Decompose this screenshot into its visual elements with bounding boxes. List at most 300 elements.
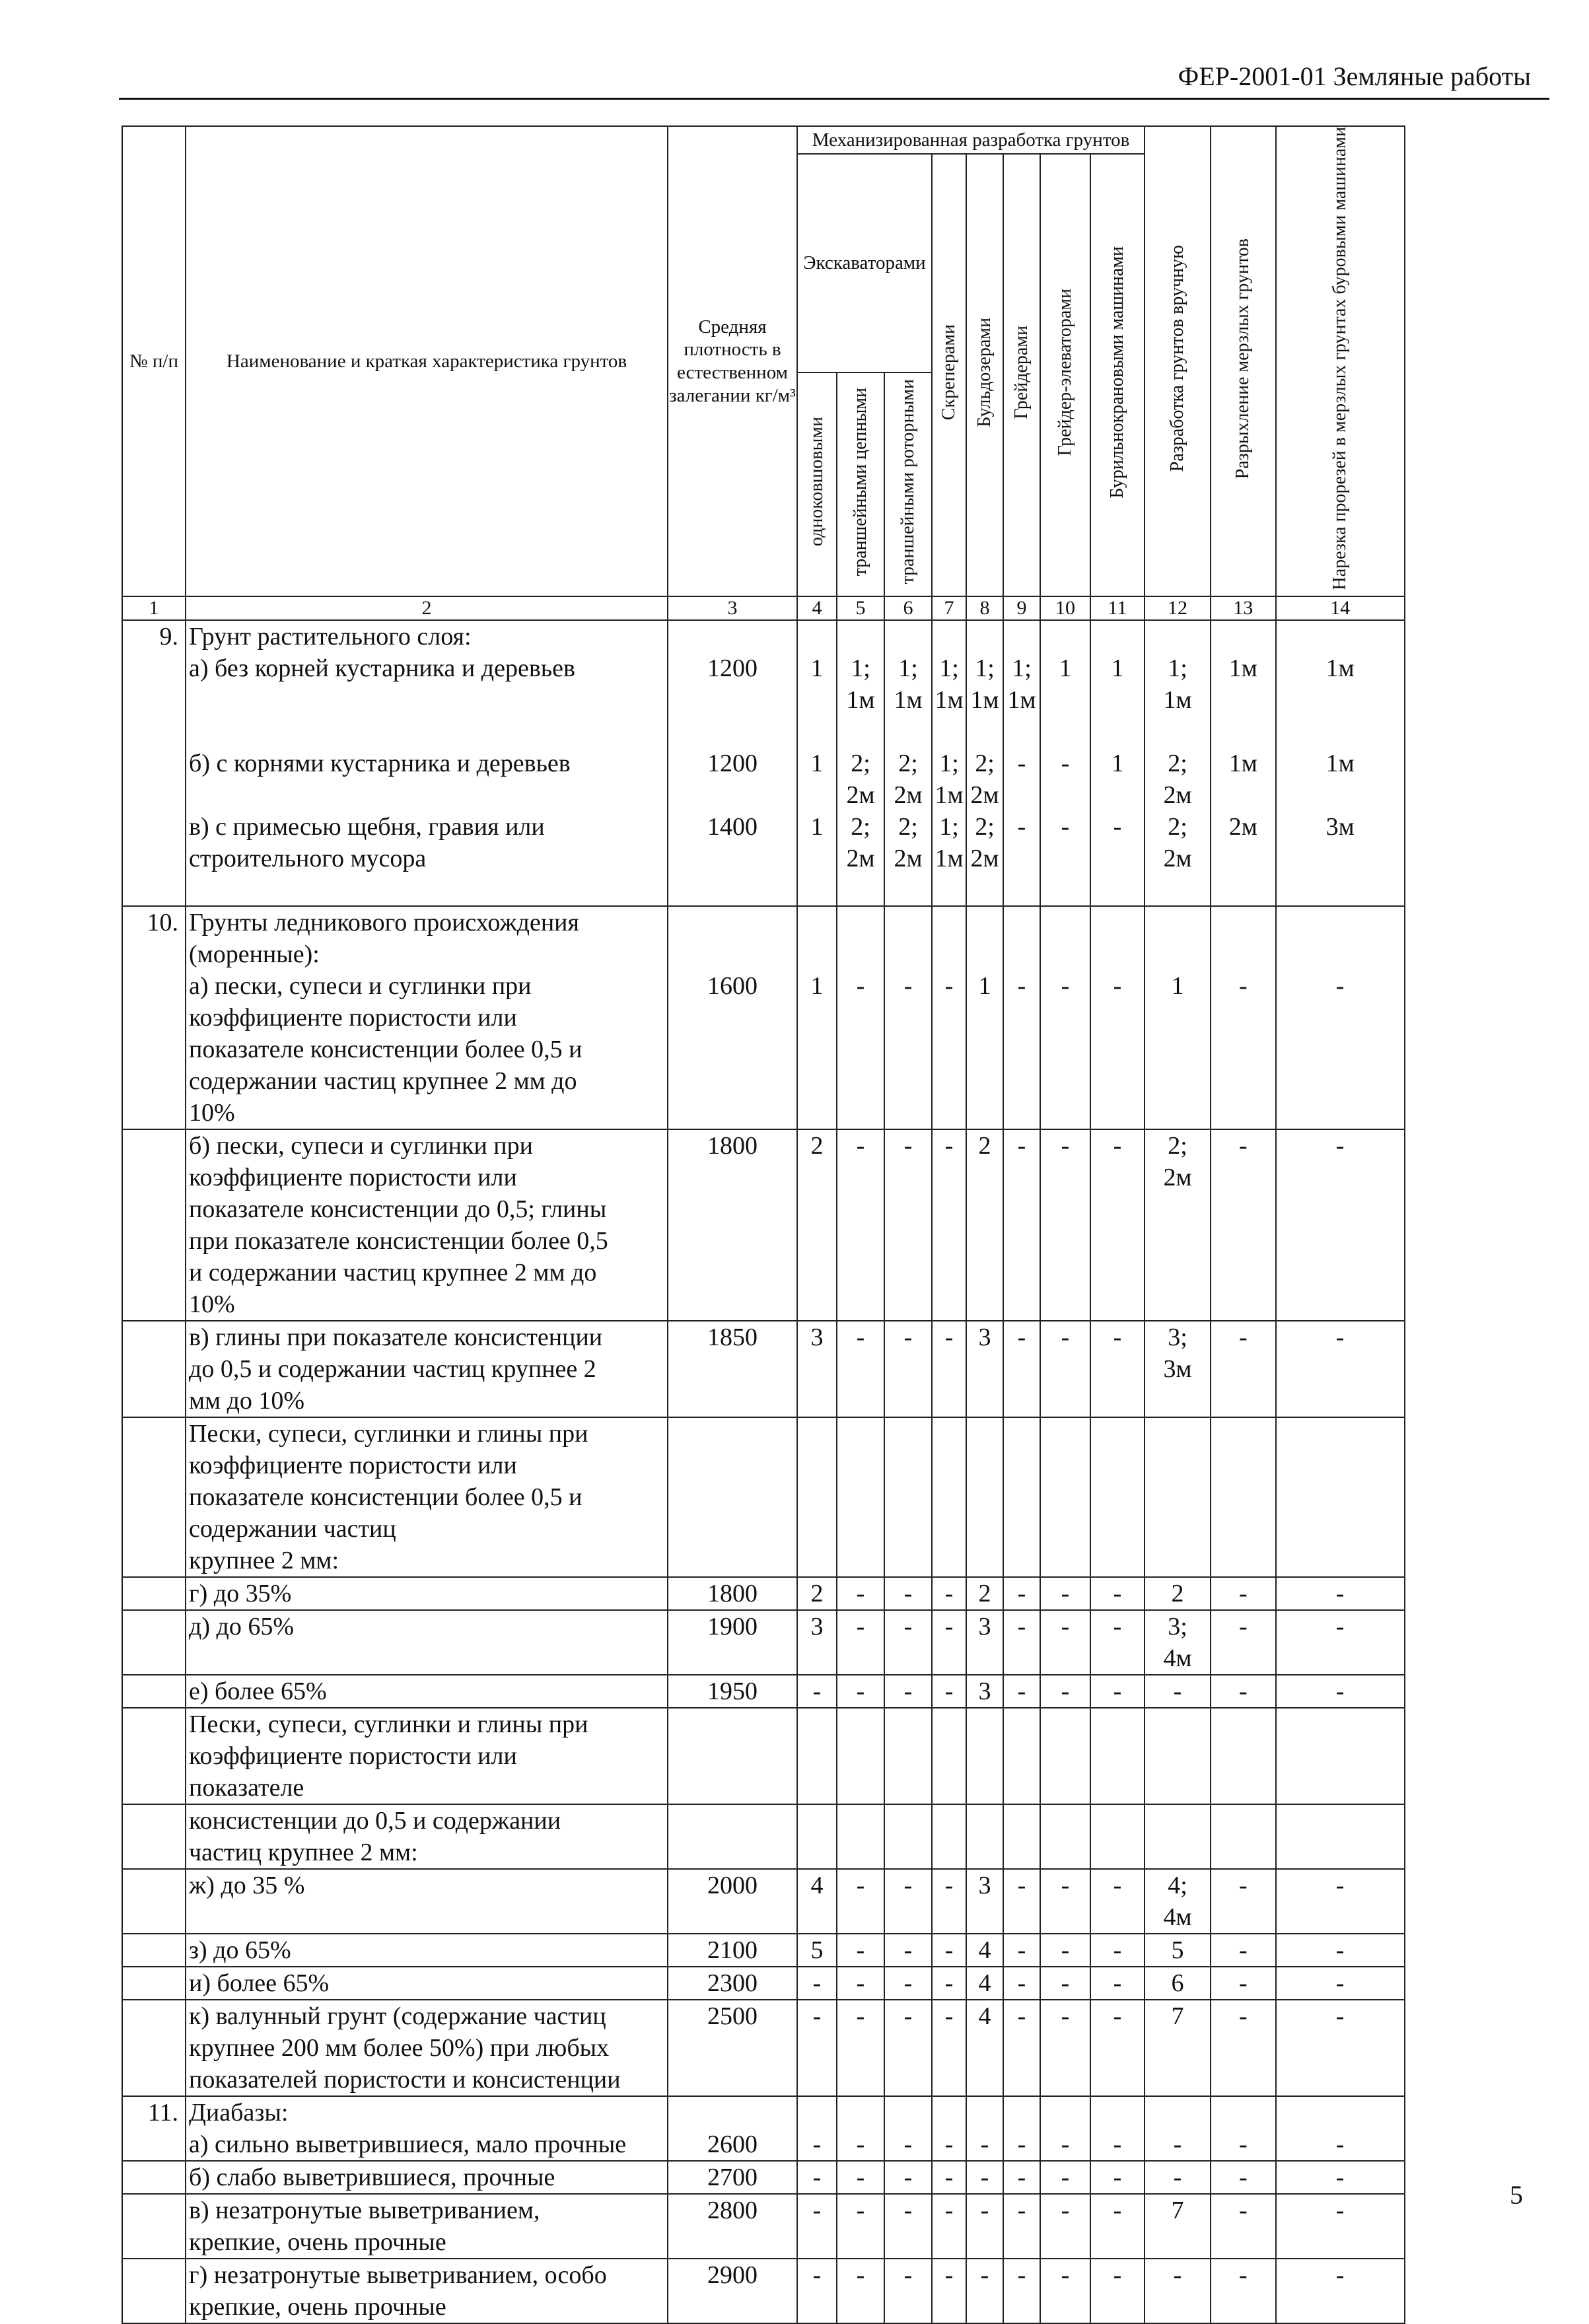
col-11-label: Бурильнокрановыми машинами <box>1106 246 1127 499</box>
table-row <box>122 2226 1405 2259</box>
value-cell: - <box>1145 2161 1211 2194</box>
value-cell <box>1090 2064 1145 2096</box>
value-cell: - <box>1040 2194 1090 2226</box>
soil-description: к) валунный грунт (содержание частиц <box>186 2000 668 2032</box>
col-12-label: Разработка грунтов вручную <box>1166 245 1187 472</box>
value-cell: - <box>1090 811 1145 843</box>
value-cell <box>797 716 837 748</box>
value-cell: 1 <box>797 748 837 779</box>
value-cell: - <box>1276 2129 1405 2161</box>
value-cell: - <box>1003 1934 1040 1967</box>
value-cell <box>797 1065 837 1097</box>
table-row <box>122 1193 1405 1225</box>
value-cell <box>1211 1837 1276 1869</box>
value-cell <box>1276 1513 1405 1545</box>
value-cell <box>1276 2032 1405 2064</box>
row-number <box>122 1772 186 1804</box>
value-cell <box>1276 1097 1405 1129</box>
value-cell <box>1003 1097 1040 1129</box>
value-cell: - <box>837 2161 884 2194</box>
table-row <box>122 2194 1405 2226</box>
value-cell: - <box>884 1967 932 2000</box>
soil-description: при показателе консистенции более 0,5 <box>186 1225 668 1257</box>
value-cell <box>884 1034 932 1065</box>
row-number <box>122 2194 186 2226</box>
row-number <box>122 2226 186 2259</box>
value-cell <box>966 1740 1003 1772</box>
value-cell <box>1040 1225 1090 1257</box>
row-number <box>122 1577 186 1610</box>
table-row <box>122 1002 1405 1034</box>
value-cell: - <box>1211 1967 1276 2000</box>
soil-description: Грунт растительного слоя: <box>186 620 668 652</box>
value-cell <box>1276 1708 1405 1740</box>
value-cell <box>1276 1740 1405 1772</box>
value-cell: - <box>1276 970 1405 1002</box>
value-cell <box>884 1450 932 1481</box>
value-cell <box>837 1288 884 1321</box>
density-cell <box>668 1545 797 1577</box>
value-cell <box>1211 620 1276 652</box>
table-row <box>122 1869 1405 1901</box>
value-cell <box>1276 2064 1405 2096</box>
value-cell: 2 <box>1145 1577 1211 1610</box>
value-cell <box>1040 1545 1090 1577</box>
value-cell: 2м <box>1145 843 1211 874</box>
value-cell <box>1211 1740 1276 1772</box>
row-number <box>122 2129 186 2161</box>
value-cell <box>966 1193 1003 1225</box>
value-cell <box>1003 2032 1040 2064</box>
table-row <box>122 1129 1405 1162</box>
value-cell: - <box>932 1967 966 2000</box>
value-cell: 4; <box>1145 1869 1211 1901</box>
value-cell <box>1276 779 1405 811</box>
value-cell <box>884 1288 932 1321</box>
value-cell <box>1003 1193 1040 1225</box>
row-number <box>122 1934 186 1967</box>
soil-description <box>186 716 668 748</box>
value-cell <box>837 1837 884 1869</box>
density-cell <box>668 1065 797 1097</box>
table-row <box>122 811 1405 843</box>
value-cell: 1м <box>837 684 884 716</box>
value-cell <box>1040 1708 1090 1740</box>
row-number <box>122 2259 186 2291</box>
value-cell <box>884 1708 932 1740</box>
column-number: 4 <box>797 596 837 620</box>
column-number: 7 <box>932 596 966 620</box>
value-cell: - <box>797 2259 837 2291</box>
value-cell: - <box>1145 1675 1211 1708</box>
value-cell: 2м <box>837 779 884 811</box>
table-row <box>122 1967 1405 2000</box>
value-cell: - <box>1003 811 1040 843</box>
soil-description: Диабазы: <box>186 2096 668 2129</box>
value-cell: - <box>1003 2161 1040 2194</box>
value-cell <box>1145 1288 1211 1321</box>
value-cell <box>966 874 1003 906</box>
value-cell: 1м <box>1003 684 1040 716</box>
col-4-label: одноковшовыми <box>806 417 827 547</box>
value-cell <box>932 1225 966 1257</box>
value-cell <box>1003 1002 1040 1034</box>
value-cell <box>966 1901 1003 1934</box>
soil-description: крупнее 2 мм: <box>186 1545 668 1577</box>
value-cell <box>1090 1065 1145 1097</box>
row-number <box>122 1837 186 1869</box>
value-cell: - <box>797 2194 837 2226</box>
value-cell: - <box>797 2161 837 2194</box>
value-cell <box>797 1642 837 1675</box>
value-cell <box>1145 1545 1211 1577</box>
value-cell <box>1211 1162 1276 1193</box>
value-cell <box>1145 2064 1211 2096</box>
value-cell <box>1090 1740 1145 1772</box>
column-number: 11 <box>1090 596 1145 620</box>
value-cell: - <box>1090 1869 1145 1901</box>
value-cell <box>837 1162 884 1193</box>
value-cell: - <box>1145 2129 1211 2161</box>
value-cell <box>932 1804 966 1837</box>
value-cell <box>932 1837 966 1869</box>
value-cell <box>797 1162 837 1193</box>
soil-classification-table <box>122 125 1405 2324</box>
value-cell <box>1145 2032 1211 2064</box>
value-cell <box>884 906 932 938</box>
value-cell <box>884 938 932 970</box>
value-cell <box>1003 1481 1040 1513</box>
value-cell <box>837 1034 884 1065</box>
value-cell <box>884 1065 932 1097</box>
value-cell <box>884 1740 932 1772</box>
value-cell <box>884 1545 932 1577</box>
value-cell: 2; <box>884 811 932 843</box>
value-cell <box>837 1353 884 1385</box>
value-cell <box>1090 1193 1145 1225</box>
value-cell <box>1090 1385 1145 1417</box>
value-cell: 2; <box>837 748 884 779</box>
soil-description: в) незатронутые выветриванием, <box>186 2194 668 2226</box>
value-cell <box>1145 2226 1211 2259</box>
value-cell <box>966 2291 1003 2323</box>
row-number <box>122 1385 186 1417</box>
value-cell <box>797 1385 837 1417</box>
row-number <box>122 1288 186 1321</box>
value-cell <box>1211 1708 1276 1740</box>
density-cell: 1950 <box>668 1675 797 1708</box>
soil-description: а) пески, супеси и суглинки при <box>186 970 668 1002</box>
value-cell <box>932 620 966 652</box>
value-cell: - <box>837 970 884 1002</box>
col-6-header <box>884 372 932 596</box>
value-cell: 3 <box>966 1610 1003 1642</box>
value-cell <box>1003 874 1040 906</box>
value-cell: 1 <box>1090 652 1145 684</box>
value-cell: - <box>837 1967 884 2000</box>
soil-description: содержании частиц <box>186 1513 668 1545</box>
density-cell <box>668 1740 797 1772</box>
value-cell: - <box>884 1934 932 1967</box>
row-number <box>122 1740 186 1772</box>
value-cell <box>1276 1385 1405 1417</box>
value-cell: - <box>1090 2000 1145 2032</box>
value-cell <box>884 1837 932 1869</box>
value-cell: - <box>837 1321 884 1353</box>
value-cell <box>1211 938 1276 970</box>
density-cell <box>668 620 797 652</box>
value-cell: 2 <box>966 1577 1003 1610</box>
value-cell: 1; <box>932 652 966 684</box>
value-cell <box>1276 1002 1405 1034</box>
value-cell <box>1040 779 1090 811</box>
density-cell <box>668 1481 797 1513</box>
value-cell <box>1211 1353 1276 1385</box>
value-cell <box>1003 1513 1040 1545</box>
value-cell: - <box>932 1934 966 1967</box>
table-row <box>122 1513 1405 1545</box>
soil-description: а) без корней кустарника и деревьев <box>186 652 668 684</box>
value-cell: - <box>884 970 932 1002</box>
row-number <box>122 1450 186 1481</box>
soil-description: показателе консистенции более 0,5 и <box>186 1481 668 1513</box>
value-cell: 3; <box>1145 1610 1211 1642</box>
soil-description: консистенции до 0,5 и содержании <box>186 1804 668 1837</box>
row-number <box>122 1642 186 1675</box>
soil-description: г) до 35% <box>186 1577 668 1610</box>
value-cell <box>966 1450 1003 1481</box>
value-cell <box>884 2096 932 2129</box>
value-cell: 2; <box>1145 811 1211 843</box>
soil-description: д) до 65% <box>186 1610 668 1642</box>
value-cell <box>1003 1545 1040 1577</box>
value-cell <box>1276 1257 1405 1288</box>
density-cell: 2300 <box>668 1967 797 2000</box>
value-cell <box>966 1804 1003 1837</box>
value-cell <box>797 938 837 970</box>
col-12-header <box>1145 126 1211 596</box>
value-cell: - <box>837 1610 884 1642</box>
value-cell <box>932 1065 966 1097</box>
value-cell: - <box>1276 1577 1405 1610</box>
value-cell <box>966 2064 1003 2096</box>
value-cell: 2; <box>1145 1129 1211 1162</box>
soil-description: ж) до 35 % <box>186 1869 668 1901</box>
row-number <box>122 779 186 811</box>
value-cell: - <box>1003 1321 1040 1353</box>
value-cell <box>1211 1385 1276 1417</box>
value-cell: - <box>1090 1610 1145 1642</box>
value-cell: - <box>1211 1321 1276 1353</box>
value-cell <box>884 2032 932 2064</box>
value-cell <box>797 906 837 938</box>
row-number <box>122 1321 186 1353</box>
value-cell <box>932 1481 966 1513</box>
table-row <box>122 2259 1405 2291</box>
value-cell <box>797 2032 837 2064</box>
col-13-label: Разрыхление мерзлых грунтов <box>1232 238 1254 479</box>
value-cell <box>932 1450 966 1481</box>
value-cell <box>1040 1257 1090 1288</box>
row-number <box>122 1129 186 1162</box>
value-cell <box>837 1002 884 1034</box>
density-cell <box>668 1385 797 1417</box>
value-cell <box>1003 843 1040 874</box>
value-cell: - <box>1040 811 1090 843</box>
value-cell: 1м <box>932 779 966 811</box>
value-cell: 7 <box>1145 2194 1211 2226</box>
value-cell: - <box>932 1610 966 1642</box>
value-cell <box>932 1353 966 1385</box>
value-cell <box>1145 1225 1211 1257</box>
value-cell: - <box>1276 1869 1405 1901</box>
value-cell <box>884 716 932 748</box>
value-cell <box>966 2226 1003 2259</box>
value-cell <box>966 1257 1003 1288</box>
density-cell <box>668 1450 797 1481</box>
value-cell: - <box>1276 2194 1405 2226</box>
value-cell: - <box>1090 2129 1145 2161</box>
value-cell <box>837 2226 884 2259</box>
value-cell: - <box>1040 1967 1090 2000</box>
value-cell <box>797 1257 837 1288</box>
value-cell <box>966 1481 1003 1513</box>
table-row <box>122 874 1405 906</box>
value-cell <box>1145 906 1211 938</box>
value-cell <box>1211 1225 1276 1257</box>
value-cell: 3 <box>966 1869 1003 1901</box>
value-cell <box>1276 1225 1405 1257</box>
value-cell <box>966 1837 1003 1869</box>
value-cell: 2; <box>1145 748 1211 779</box>
value-cell: 1м <box>932 684 966 716</box>
soil-description <box>186 684 668 716</box>
soil-description: Грунты ледникового происхождения <box>186 906 668 938</box>
value-cell <box>1090 874 1145 906</box>
value-cell <box>1003 1288 1040 1321</box>
value-cell <box>1276 1065 1405 1097</box>
density-cell: 2900 <box>668 2259 797 2291</box>
value-cell: - <box>966 2194 1003 2226</box>
value-cell <box>932 1097 966 1129</box>
soil-description <box>186 1901 668 1934</box>
value-cell: - <box>1003 2259 1040 2291</box>
value-cell <box>797 1513 837 1545</box>
value-cell: - <box>884 2194 932 2226</box>
value-cell <box>1003 1417 1040 1450</box>
value-cell <box>1003 1353 1040 1385</box>
row-number <box>122 2291 186 2323</box>
value-cell <box>1276 1804 1405 1837</box>
value-cell <box>1276 1162 1405 1193</box>
table-row <box>122 2129 1405 2161</box>
page-header-title: ФЕР-2001-01 Земляные работы <box>1178 61 1531 91</box>
column-number: 13 <box>1211 596 1276 620</box>
value-cell <box>932 2032 966 2064</box>
row-number <box>122 1193 186 1225</box>
value-cell: 1; <box>1003 652 1040 684</box>
value-cell <box>797 1837 837 1869</box>
col-name-header: Наименование и краткая характеристика грунтов <box>186 126 668 596</box>
value-cell <box>797 1417 837 1450</box>
value-cell: - <box>1040 1675 1090 1708</box>
density-cell <box>668 2032 797 2064</box>
mech-group-header: Механизированная разработка грунтов <box>797 126 1145 154</box>
value-cell: - <box>932 2161 966 2194</box>
value-cell <box>1211 1545 1276 1577</box>
value-cell <box>1145 2291 1211 2323</box>
value-cell: - <box>932 1129 966 1162</box>
value-cell <box>1040 1804 1090 1837</box>
value-cell <box>1145 938 1211 970</box>
value-cell <box>797 1288 837 1321</box>
value-cell <box>1276 1481 1405 1513</box>
soil-description <box>186 874 668 906</box>
density-cell <box>668 1901 797 1934</box>
row-number <box>122 2032 186 2064</box>
value-cell <box>1211 1002 1276 1034</box>
table-row <box>122 1065 1405 1097</box>
value-cell: 1м <box>1211 748 1276 779</box>
value-cell <box>797 874 837 906</box>
col-8-label: Бульдозерами <box>973 317 995 427</box>
value-cell <box>1003 1740 1040 1772</box>
value-cell <box>966 1034 1003 1065</box>
value-cell: - <box>837 1577 884 1610</box>
soil-table-container <box>122 125 1405 2324</box>
value-cell <box>1276 874 1405 906</box>
value-cell <box>1003 2096 1040 2129</box>
column-number: 5 <box>837 596 884 620</box>
soil-description: е) более 65% <box>186 1675 668 1708</box>
value-cell <box>884 1481 932 1513</box>
value-cell: - <box>1211 1129 1276 1162</box>
value-cell <box>837 1065 884 1097</box>
column-number: 1 <box>122 596 186 620</box>
soil-description: содержании частиц крупнее 2 мм до <box>186 1065 668 1097</box>
value-cell: - <box>1276 1321 1405 1353</box>
row-number <box>122 1610 186 1642</box>
row-number <box>122 1417 186 1450</box>
density-cell: 1850 <box>668 1321 797 1353</box>
value-cell <box>1211 1772 1276 1804</box>
value-cell: 3 <box>966 1321 1003 1353</box>
density-cell: 2500 <box>668 2000 797 2032</box>
density-cell <box>668 2226 797 2259</box>
value-cell: - <box>1003 2000 1040 2032</box>
value-cell <box>884 1225 932 1257</box>
value-cell: - <box>1040 2129 1090 2161</box>
value-cell <box>1090 1481 1145 1513</box>
value-cell: 1 <box>797 970 837 1002</box>
table-row <box>122 1353 1405 1385</box>
value-cell: - <box>1003 970 1040 1002</box>
value-cell: - <box>932 2129 966 2161</box>
value-cell: - <box>884 2000 932 2032</box>
value-cell: - <box>1211 970 1276 1002</box>
value-cell <box>837 620 884 652</box>
value-cell: 2; <box>884 748 932 779</box>
value-cell: 1 <box>1145 970 1211 1002</box>
value-cell: 2; <box>966 811 1003 843</box>
row-number <box>122 2000 186 2032</box>
value-cell <box>797 1901 837 1934</box>
value-cell: 1м <box>1211 652 1276 684</box>
value-cell <box>966 2032 1003 2064</box>
density-cell: 1200 <box>668 652 797 684</box>
value-cell <box>884 1642 932 1675</box>
value-cell <box>1003 906 1040 938</box>
